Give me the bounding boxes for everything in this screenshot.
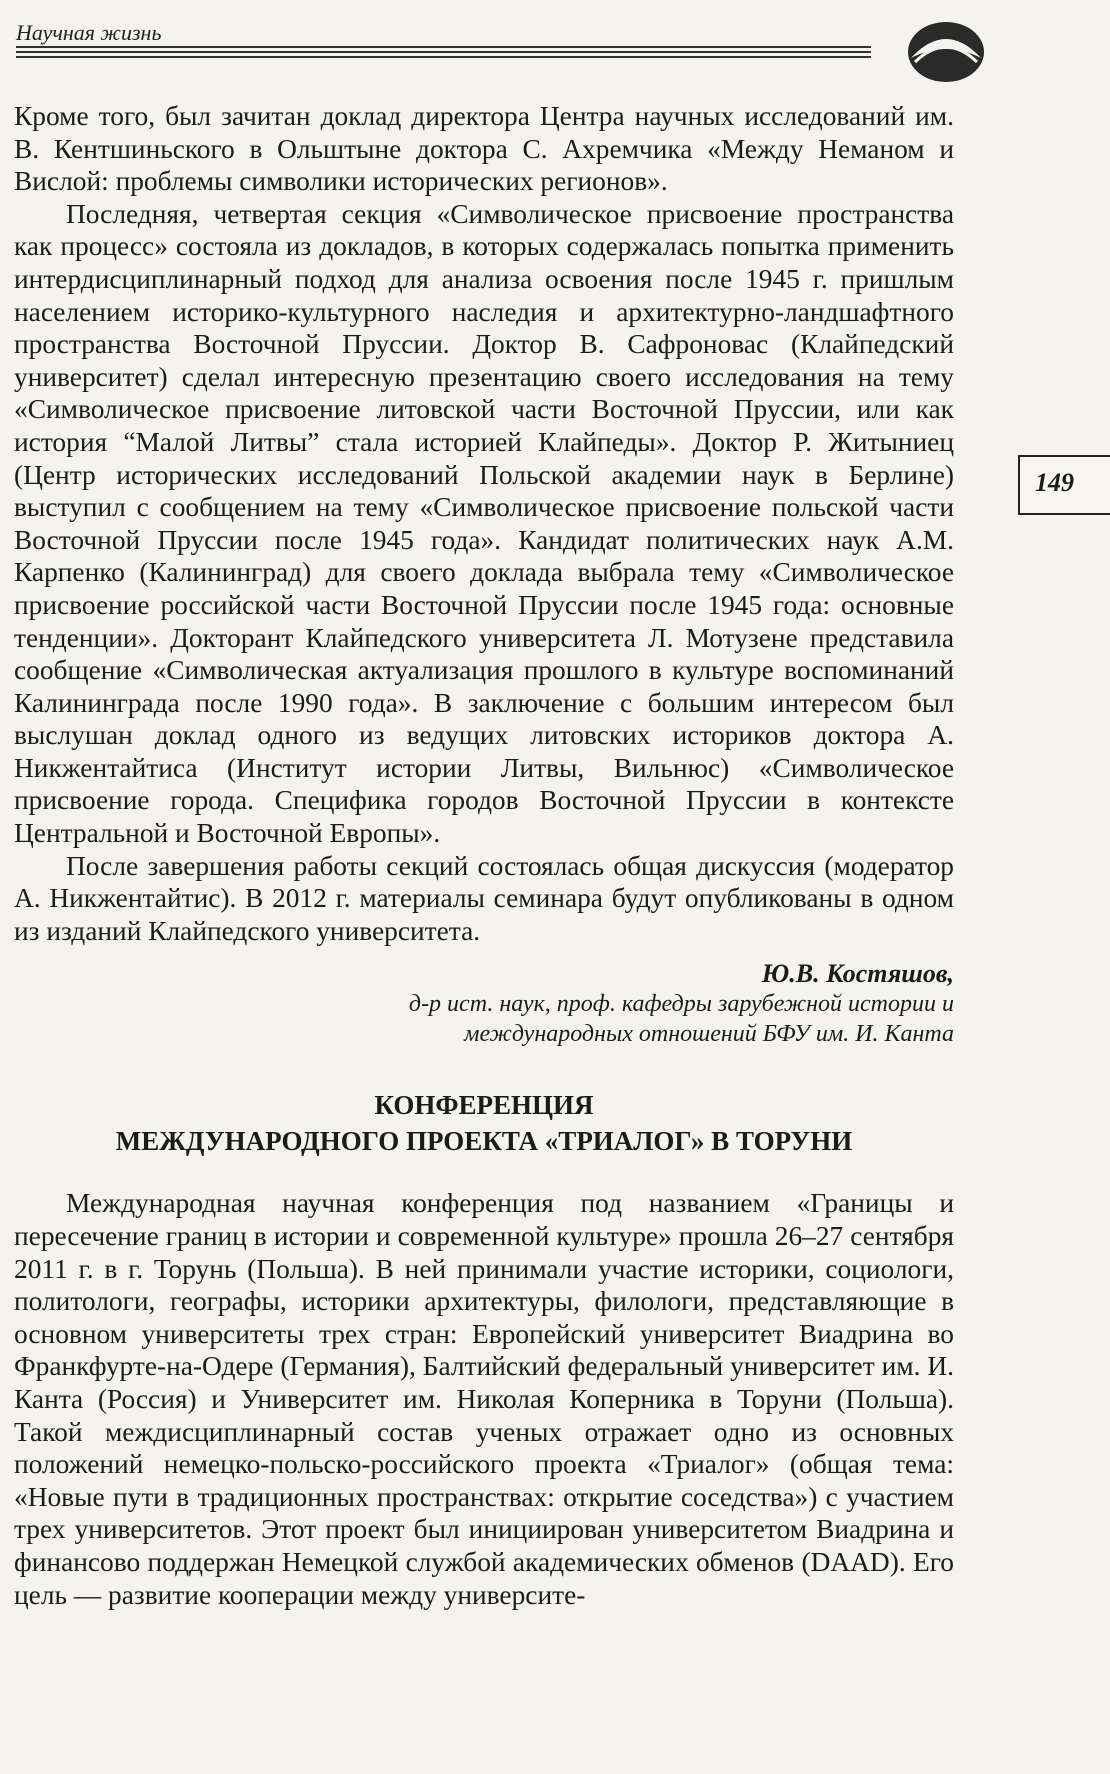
- author-name: Ю.В. Костяшов,: [761, 959, 954, 989]
- running-header: [16, 18, 976, 58]
- section-heading-line: МЕЖДУНАРОДНОГО ПРОЕКТА «ТРИАЛОГ» В ТОРУНИ: [115, 1126, 853, 1157]
- paragraph: Кроме того, был зачитан доклад директора Центра научных исследований им. В. Кентшиньского в Ольштыне доктора С. Ахремчика «Между Неманом и Вислой: проблемы символики исторических регионов».: [14, 101, 954, 197]
- author-affiliation: международных отношений БФУ им. И. Канта: [464, 1021, 954, 1048]
- page-number-tab: [1018, 455, 1110, 515]
- header-rule: [16, 51, 871, 53]
- paragraph: Последняя, четвертая секция «Символическое присвоение пространства как процесс» состояла из докладов, в которых содержалась попытка применить интердисциплинарный подход для анализа освоения после 1945 г. пришлым населением историко-культурного наследия и архитектурно-ландшафтного пространства Восточной Пруссии. Доктор В. Сафроновас (Клайпедский университет) сделал интересную презентацию своего исследования на тему «Символическое присвоение литовской части Восточной Пруссии, или как история “Малой Литвы” стала историей Клайпеды». Доктор Р. Житыниец (Центр исторических исследований Польской академии наук в Берлине) выступил с сообщением на тему «Символическое присвоение польской части Восточной Пруссии после 1945 года». Кандидат политических наук А.М. Карпенко (Калининград) для своего доклада выбрала тему «Символическое присвоение российской части Восточной Пруссии после 1945 года: основные тенденции». Докторант Клайпедского университета Л. Мотузене представила сообщение «Символическая актуализация прошлого в культуре воспоминаний Калининграда после 1990 года». В заключение с большим интересом был выслушан доклад одного из ведущих литовских историков доктора А. Никжентайтиса (Институт истории Литвы, Вильнюс) «Символическое присвоение города. Специфика городов Восточной Пруссии в контексте Центральной и Восточной Европы».: [14, 198, 954, 849]
- page-number: 149: [1035, 468, 1074, 497]
- running-head-title: Научная жизнь: [16, 20, 162, 45]
- author-signature: [14, 959, 954, 1049]
- paragraph: После завершения работы секций состоялась общая дискуссия (модератор А. Никжентайтис). В 2012 г. материалы семинара будут опубликованы в одном из изданий Клайпедского университета.: [14, 850, 954, 946]
- section-heading-line: КОНФЕРЕНЦИЯ: [374, 1090, 594, 1121]
- header-rule: [16, 46, 871, 48]
- paragraph: Международная научная конференция под названием «Границы и пересечение границ в истории и современной культуре» прошла 26–27 сентября 2011 г. в г. Торунь (Польша). В ней принимали участие историки, социологи, политологи, географы, историки архитектуры, филологи, представляющие в основном университеты трех стран: Европейский университет Виадрина во Франкфурте-на-Одере (Германия), Балтийский федеральный университет им. И. Канта (Россия) и Университет им. Николая Коперника в Торуни (Польша). Такой междисциплинарный состав ученых отражает одно из основных положений немецко-польско-российского проекта «Триалог» (общая тема: «Новые пути в традиционных пространствах: открытие соседства») с участием трех университетов. Этот проект был инициирован университетом Виадрина и финансово поддержан Немецкой службой академических обменов (DAAD). Его цель — развитие кооперации между университе-: [14, 1188, 954, 1610]
- author-affiliation: д-р ист. наук, проф. кафедры зарубежной истории и: [408, 991, 954, 1018]
- header-rule: [16, 56, 871, 58]
- journal-arc-logo-icon: [901, 18, 991, 86]
- article-body: [14, 100, 954, 1611]
- section-heading: [14, 1087, 954, 1159]
